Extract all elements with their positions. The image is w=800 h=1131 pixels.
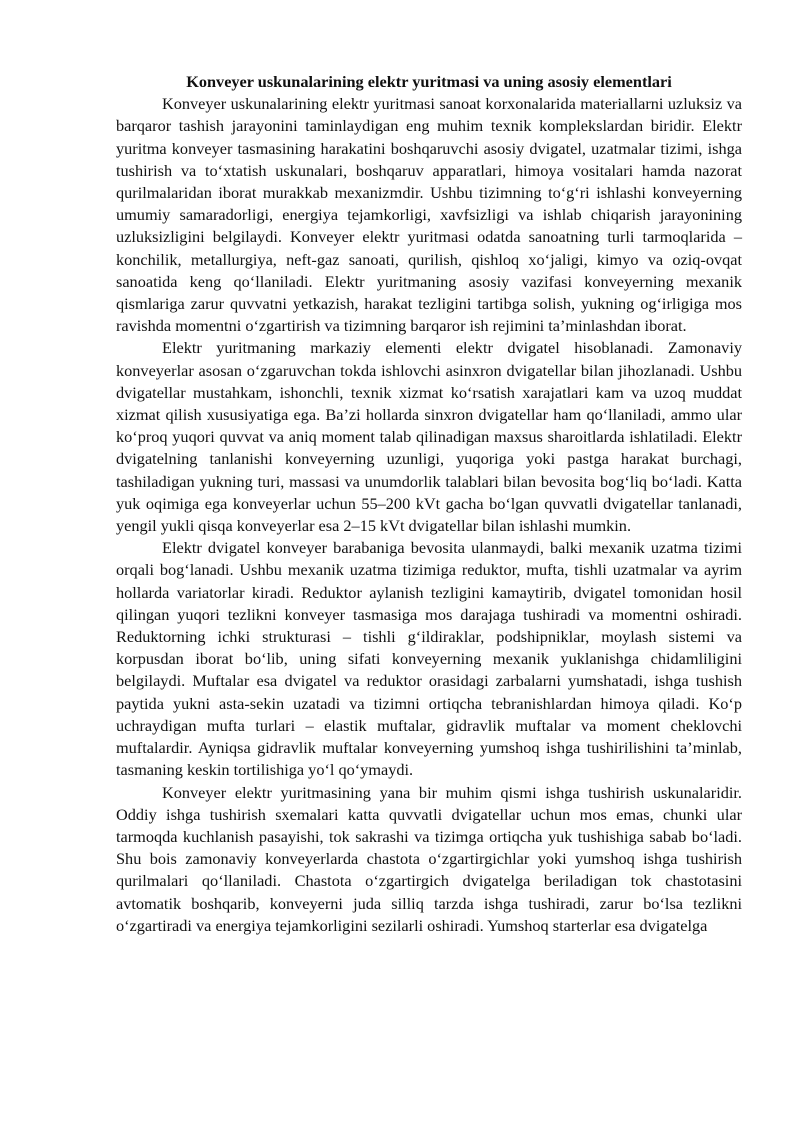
paragraph-mechanical-transmission: Elektr dvigatel konveyer barabaniga bevosita ulanmaydi, balki mexanik uzatma tizimi orqali bogʻlanadi. Ushbu mexanik uzatma tizimiga reduktor, mufta, tishli uzatmalar va ayrim hollarda variatorlar kiradi. Reduktor aylanish tezligini kamaytirib, dvigatel tomonidan hosil qilingan yuqori tezlikni konveyer tasmasiga mos darajaga tushiradi va momentni oshiradi. Reduktorning ichki strukturasi – tishli gʻildiraklar, podshipniklar, moylash sistemi va korpusdan iborat boʻlib, uning sifati konveyerning mexanik yuklanishga chidamliligini belgilaydi. Muftalar esa dvigatel va reduktor orasidagi zarbalarni yumshatadi, ishga tushish paytida yukni asta-sekin uzatadi va tizimni ortiqcha tebranishlardan himoya qiladi. Koʻp uchraydigan mufta turlari – elastik muftalar, gidravlik muftalar va moment cheklovchi muftalardir. Ayniqsa gidravlik muftalar konveyerning yumshoq ishga tushirilishini taʼminlab, tasmaning keskin tortilishiga yoʻl qoʻymaydi. <box>116 538 742 780</box>
paragraph-intro: Konveyer uskunalarining elektr yuritmasi sanoat korxonalarida materiallarni uzluksiz va barqaror tashish jarayonini taminlaydigan eng muhim texnik komplekslardan biridir. Elektr yuritma konveyer tasmasining harakatini boshqaruvchi asosiy dvigatel, uzatmalar tizimi, ishga tushirish va toʻxtatish uskunalari, boshqaruv apparatlari, himoya vositalari hamda nazorat qurilmalaridan iborat murakkab mexanizmdir. Ushbu tizimning toʻgʻri ishlashi konveyerning umumiy samaradorligi, energiya tejamkorligi, xavfsizligi va ishlab chiqarish jarayonining uzluksizligini belgilaydi. Konveyer elektr yuritmasi odatda sanoatning turli tarmoqlarida – konchilik, metallurgiya, neft-gaz sanoati, qurilish, qishloq xoʻjaligi, kimyo va oziq-ovqat sanoatida keng qoʻllaniladi. Elektr yuritmaning asosiy vazifasi konveyerning mexanik qismlariga zarur quvvatni yetkazish, harakat tezligini tartibga solish, yukning ogʻirligiga mos ravishda momentni oʻzgartirish va tizimning barqaror ish rejimini taʼminlashdan iborat. <box>116 94 742 336</box>
paragraph-starting-equipment: Konveyer elektr yuritmasining yana bir muhim qismi ishga tushirish uskunalaridir. Oddiy ishga tushirish sxemalari katta quvvatli dvigatellar uchun mos emas, chunki ular tarmoqda kuchlanish pasayishi, tok sakrashi va tizimga ortiqcha yuk tushishiga sabab boʻladi. Shu bois zamonaviy konveyerlarda chastota oʻzgartirgichlar yoki yumshoq ishga tushirish qurilmalari qoʻllaniladi. Chastota oʻzgartirgich dvigatelga beriladigan tok chastotasini avtomatik boshqarib, konveyerni juda silliq tarzda ishga tushiradi, zarur boʻlsa tezlikni oʻzgartiradi va energiya tejamkorligini sezilarli oshiradi. Yumshoq starterlar esa dvigatelga <box>116 782 742 935</box>
paragraph-electric-motor: Elektr yuritmaning markaziy elementi elektr dvigatel hisoblanadi. Zamonaviy konveyerlar asosan oʻzgaruvchan tokda ishlovchi asinxron dvigatellar bilan jihozlanadi. Ushbu dvigatellar mustahkam, ishonchli, texnik xizmat koʻrsatish xarajatlari kam va uzoq muddat xizmat qilish xususiyatiga ega. Baʼzi hollarda sinxron dvigatellar ham qoʻllaniladi, ammo ular koʻproq yuqori quvvat va aniq moment talab qilinadigan maxsus sharoitlarda ishlatiladi. Elektr dvigatelning tanlanishi konveyerning uzunligi, yuqoriga yoki pastga harakat burchagi, tashiladigan yukning turi, massasi va unumdorlik talablari bilan bevosita bogʻliq boʻladi. Katta yuk oqimiga ega konveyerlar uchun 55–200 kVt gacha boʻlgan quvvatli dvigatellar tanlanadi, yengil yukli qisqa konveyerlar esa 2–15 kVt dvigatellar bilan ishlashi mumkin. <box>116 338 742 536</box>
document-title: Konveyer uskunalarining elektr yuritmasi va uning asosiy elementlari <box>186 72 672 91</box>
